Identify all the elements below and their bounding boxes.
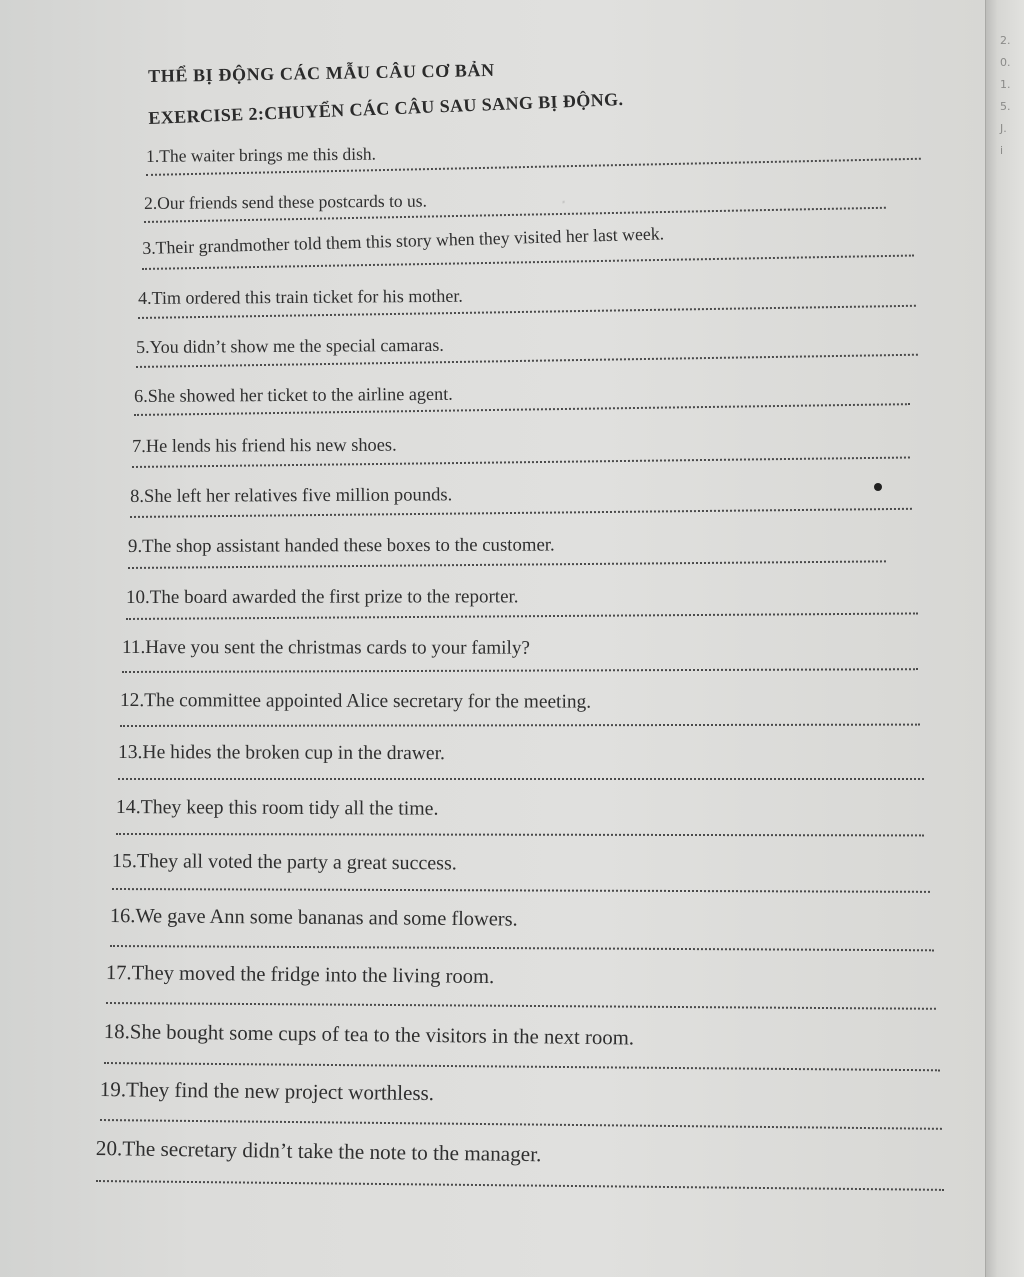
exercise-item	[138, 285, 916, 328]
exercise-item	[128, 536, 886, 576]
exercise-sentence: 3.Their grandmother told them this story when they visited her last week.	[142, 223, 665, 258]
answer-line[interactable]	[96, 1180, 944, 1191]
exercise-item	[120, 690, 920, 730]
exercise-sentence: 4.Tim ordered this train ticket for his mother.	[138, 285, 463, 308]
answer-line[interactable]	[100, 1119, 942, 1130]
side-margin-marks: 2. 0. 1. 5. J. i	[1000, 34, 1011, 157]
exercise-sentence: 5.You didn’t show me the special camaras.	[136, 334, 444, 357]
next-page-edge	[985, 0, 1024, 1277]
exercise-sentence: 7.He lends his friend his new shoes.	[132, 434, 397, 456]
ink-spot	[874, 483, 882, 491]
exercise-sentence: 2.Our friends send these postcards to us.	[144, 190, 428, 213]
exercise-sentence: 13.He hides the broken cup in the drawer.	[117, 742, 446, 765]
exercise-sentence: 17.They moved the fridge into the living room.	[105, 962, 495, 989]
exercise-sentence: 12.The committee appointed Alice secretary for the meeting.	[119, 690, 592, 713]
exercise-sentence: 9.The shop assistant handed these boxes to the customer.	[128, 534, 555, 557]
exercise-sentence: 6.She showed her ticket to the airline agent.	[134, 383, 453, 406]
exercise-item	[134, 383, 910, 426]
answer-line[interactable]	[122, 668, 918, 673]
answer-line[interactable]	[130, 508, 912, 518]
bleed-through-text: ·	[558, 189, 568, 215]
answer-line[interactable]	[116, 833, 924, 836]
exercise-item	[118, 742, 924, 782]
exercise-item	[136, 334, 918, 377]
answer-line[interactable]	[104, 1062, 940, 1071]
exercise-item	[132, 436, 910, 476]
exercise-item	[96, 1136, 944, 1176]
exercise-heading: EXERCISE 2:CHUYỂN CÁC CÂU SAU SANG BỊ ĐỘNG.	[148, 88, 624, 128]
answer-line[interactable]	[132, 456, 910, 468]
exercise-sentence: 10.The board awarded the first prize to the reporter.	[126, 586, 519, 608]
exercise-item	[110, 905, 934, 945]
exercise-sentence: 1.The waiter brings me this dish.	[146, 143, 377, 166]
exercise-item	[106, 962, 936, 1002]
answer-line[interactable]	[118, 778, 924, 780]
exercise-sentence: 8.She left her relatives five million pounds.	[130, 484, 453, 507]
exercise-sentence: 19.They find the new project worthless.	[99, 1077, 435, 1106]
exercise-sentence: 14.They keep this room tidy all the time.	[115, 796, 439, 820]
exercise-item	[130, 486, 912, 526]
exercise-sentence: 11.Have you sent the christmas cards to your family?	[121, 637, 530, 659]
exercise-sentence: 16.We gave Ann some bananas and some flowers.	[109, 905, 518, 931]
exercise-sentence: 15.They all voted the party a great success.	[111, 850, 457, 875]
exercise-item	[122, 637, 918, 677]
exercise-item	[142, 223, 914, 278]
answer-line[interactable]	[120, 724, 920, 727]
page-title: THỂ BỊ ĐỘNG CÁC MẪU CÂU CƠ BẢN	[148, 59, 495, 86]
answer-line[interactable]	[128, 560, 886, 569]
answer-line[interactable]	[112, 888, 930, 893]
exercise-item	[104, 1020, 940, 1060]
answer-line[interactable]	[142, 255, 914, 270]
exercise-item	[100, 1077, 942, 1117]
exercise-item	[146, 143, 921, 186]
exercise-item	[126, 587, 918, 627]
exercise-sentence: 18.She bought some cups of tea to the visitors in the next room.	[103, 1020, 635, 1050]
exercise-item	[112, 850, 930, 890]
exercise-item	[116, 796, 924, 836]
exercise-sentence: 20.The secretary didn’t take the note to the manager.	[95, 1136, 542, 1167]
answer-line[interactable]	[106, 1002, 936, 1010]
answer-line[interactable]	[126, 612, 918, 620]
answer-line[interactable]	[110, 945, 934, 951]
